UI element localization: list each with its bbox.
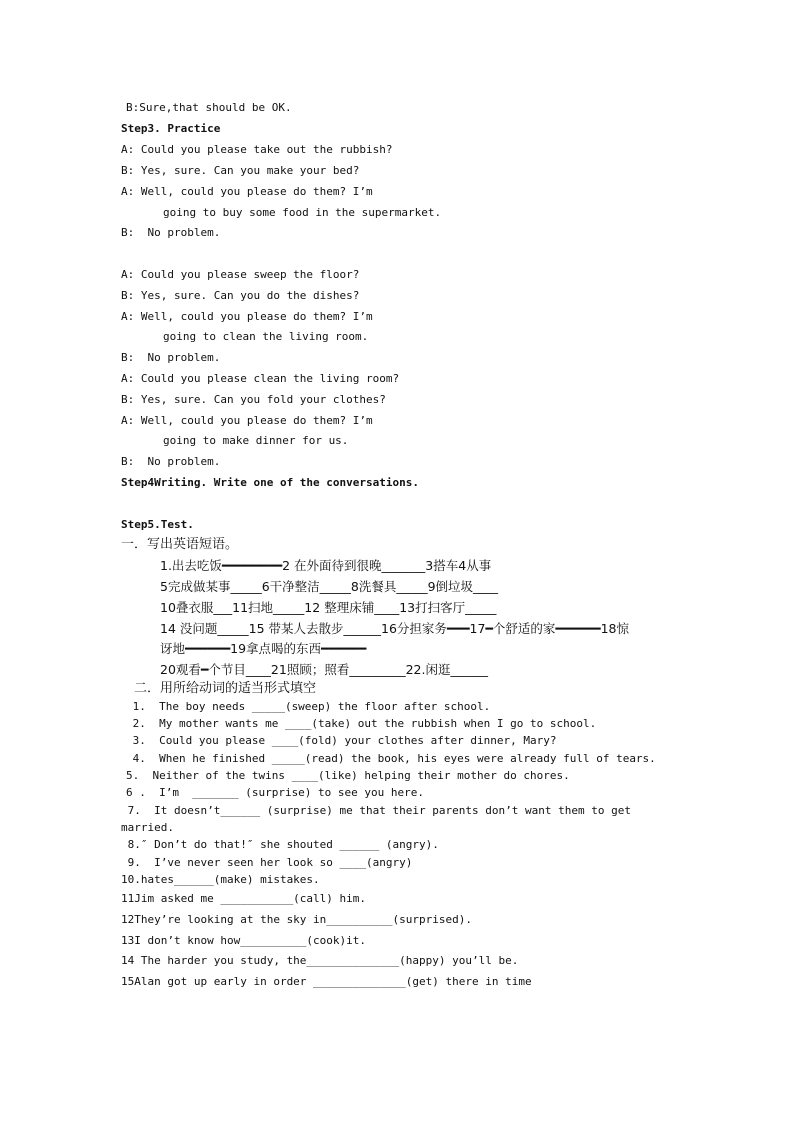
- phrase-line: 14 没问题_____15 带某人去散步______16分担家务━━━17━个舒适的家━━━━━━18惊: [160, 621, 629, 636]
- exercise-line: 15Alan got up early in order ______________(get) there in time: [121, 975, 532, 988]
- step5-heading: Step5.Test.: [121, 518, 194, 531]
- dialogue-line: A: Well, could you please do them? I’m: [121, 414, 373, 427]
- exercise-line: 8.″ Don’t do that!″ she shouted ______ (angry).: [121, 838, 439, 851]
- dialogue-line: going to clean the living room.: [163, 330, 369, 343]
- phrase-line: 10叠衣服___11扫地_____12 整理床铺____13打扫客厅_____: [160, 600, 497, 615]
- dialogue-line: B: Yes, sure. Can you make your bed?: [121, 164, 360, 177]
- part2-heading: 二．用所给动词的适当形式填空: [134, 681, 317, 696]
- dialogue-line: going to buy some food in the supermarket.: [163, 206, 442, 219]
- exercise-line: 6 . I’m _______ (surprise) to see you here.: [126, 786, 425, 799]
- phrase-line: 20观看━个节目____21照顾；照看_________22.闲逛______: [160, 662, 488, 677]
- dialogue-line: going to make dinner for us.: [163, 434, 349, 447]
- exercise-line: 1. The boy needs _____(sweep) the floor after school.: [126, 700, 491, 713]
- intro-line: B:Sure,that should be OK.: [126, 101, 292, 114]
- step3-heading: Step3. Practice: [121, 122, 221, 135]
- dialogue-line: A: Well, could you please do them? I’m: [121, 310, 373, 323]
- dialogue-line: B: No problem.: [121, 226, 221, 239]
- exercise-line: 5. Neither of the twins ____(like) helping their mother do chores.: [126, 769, 570, 782]
- exercise-line: 2. My mother wants me ____(take) out the rubbish when I go to school.: [126, 717, 597, 730]
- dialogue-line: B: No problem.: [121, 351, 221, 364]
- step4-heading: Step4Writing. Write one of the conversations.: [121, 476, 420, 489]
- exercise-line: 13I don’t know how__________(cook)it.: [121, 934, 367, 947]
- dialogue-line: B: Yes, sure. Can you fold your clothes?: [121, 393, 386, 406]
- exercise-line: 4. When he finished _____(read) the book, his eyes were already full of tears.: [126, 752, 656, 765]
- phrase-line: 讶地━━━━━━19拿点喝的东西━━━━━━: [160, 641, 367, 656]
- dialogue-line: B: Yes, sure. Can you do the dishes?: [121, 289, 360, 302]
- part1-heading: 一．写出英语短语。: [121, 537, 239, 552]
- exercise-line: 3. Could you please ____(fold) your clothes after dinner, Mary?: [126, 734, 557, 747]
- exercise-line: 7. It doesn’t______ (surprise) me that their parents don’t want them to get: [121, 804, 631, 817]
- exercise-line: 12They’re looking at the sky in__________(surprised).: [121, 913, 472, 926]
- dialogue-line: A: Well, could you please do them? I’m: [121, 185, 373, 198]
- exercise-line: 9. I’ve never seen her look so ____(angry): [121, 856, 413, 869]
- exercise-line: 14 The harder you study, the______________(happy) you’ll be.: [121, 954, 519, 967]
- dialogue-line: A: Could you please take out the rubbish?: [121, 143, 393, 156]
- dialogue-line: A: Could you please sweep the floor?: [121, 268, 360, 281]
- exercise-line: 10.hates______(make) mistakes.: [121, 873, 320, 886]
- dialogue-line: B: No problem.: [121, 455, 221, 468]
- phrase-line: 5完成做某事_____6干净整洁_____8洗餐具_____9倒垃圾____: [160, 579, 499, 594]
- exercise-line: married.: [121, 821, 174, 834]
- phrase-line: 1.出去吃饭━━━━━━━━2 在外面待到很晚_______3搭车4从事: [160, 558, 492, 573]
- exercise-line: 11Jim asked me ___________(call) him.: [121, 892, 367, 905]
- dialogue-line: A: Could you please clean the living room?: [121, 372, 400, 385]
